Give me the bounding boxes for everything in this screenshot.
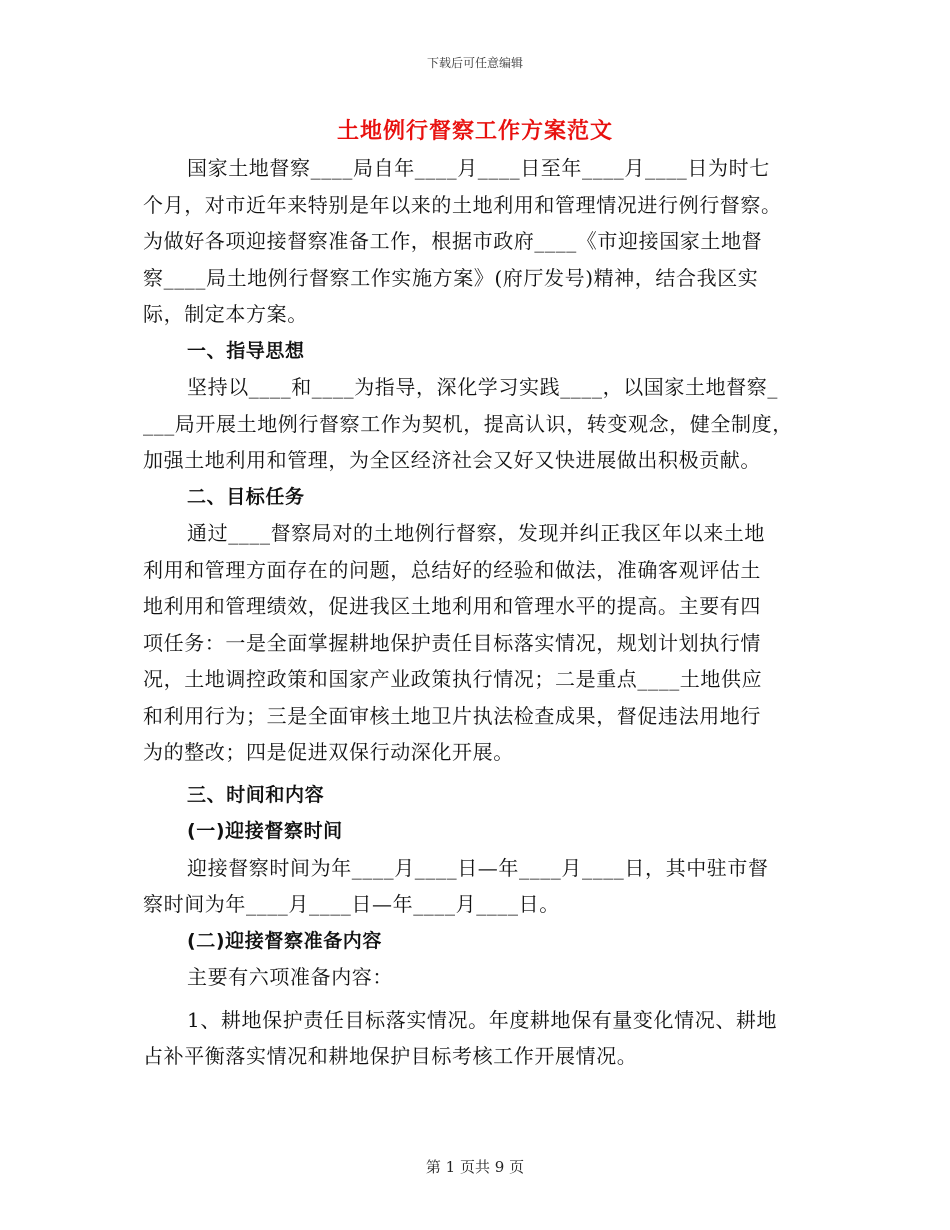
page-number: 第 1 页共 9 页 <box>425 1158 525 1176</box>
section-heading-time-and-content: 三、时间和内容 <box>187 783 325 806</box>
paragraph-line: 1、耕地保护责任目标落实情况。年度耕地保有量变化情况、耕地 <box>187 1007 778 1032</box>
paragraph-line: 国家土地督察____局自年____月____日至年____月____日为时七 <box>187 156 770 180</box>
paragraph-line: 际，制定本方案。 <box>143 302 308 326</box>
paragraph-line: 加强土地利用和管理，为全区经济社会又好又快进展做出积极贡献。 <box>143 448 761 472</box>
paragraph-line: 为的整改；四是促进双保行动深化开展。 <box>143 740 514 764</box>
section-heading-guiding-thought: 一、指导思想 <box>187 339 305 362</box>
document-body <box>143 150 811 1075</box>
paragraph-line: 个月，对市近年来特别是年以来的土地利用和管理情况进行例行督察。 <box>143 192 782 217</box>
paragraph-line: 利用和管理方面存在的问题，总结好的经验和做法，准确客观评估土 <box>143 557 761 582</box>
paragraph-line: 地利用和管理绩效，促进我区土地利用和管理水平的提高。主要有四 <box>143 594 761 618</box>
paragraph-line: 况，土地调控政策和国家产业政策执行情况；二是重点____土地供应 <box>143 667 763 691</box>
section-heading-goals: 二、目标任务 <box>187 485 305 508</box>
subsection-heading-preparation: (二)迎接督察准备内容 <box>187 929 382 952</box>
paragraph-line: 为做好各项迎接督察准备工作，根据市政府____《市迎接国家土地督 <box>143 229 763 253</box>
paragraph-line: 坚持以____和____为指导，深化学习实践____，以国家土地督察_ <box>187 375 778 399</box>
paragraph-line: 和利用行为；三是全面审核土地卫片执法检查成果，督促违法用地行 <box>143 703 761 728</box>
paragraph-line: 迎接督察时间为年____月____日—年____月____日，其中驻市督 <box>187 855 769 880</box>
subsection-heading-time: (一)迎接督察时间 <box>187 820 343 842</box>
document-title: 土地例行督察工作方案范文 <box>336 118 613 144</box>
paragraph-line: 通过____督察局对的土地例行督察，发现并纠正我区年以来土地 <box>187 521 765 545</box>
paragraph-line: 察____局土地例行督察工作实施方案》(府厅发号)精神，结合我区实 <box>143 265 759 290</box>
page-header-note: 下载后可任意编辑 <box>426 56 523 70</box>
paragraph-line: 察时间为年____月____日—年____月____日。 <box>143 892 560 916</box>
paragraph-line: 占补平衡落实情况和耕地保护目标考核工作开展情况。 <box>143 1044 638 1068</box>
paragraph-line: 主要有六项准备内容： <box>187 965 393 989</box>
paragraph-line: ___局开展土地例行督察工作为契机，提高认识，转变观念，健全制度， <box>143 411 793 436</box>
paragraph-line: 项任务：一是全面掌握耕地保护责任目标落实情况，规划计划执行情 <box>143 630 761 655</box>
